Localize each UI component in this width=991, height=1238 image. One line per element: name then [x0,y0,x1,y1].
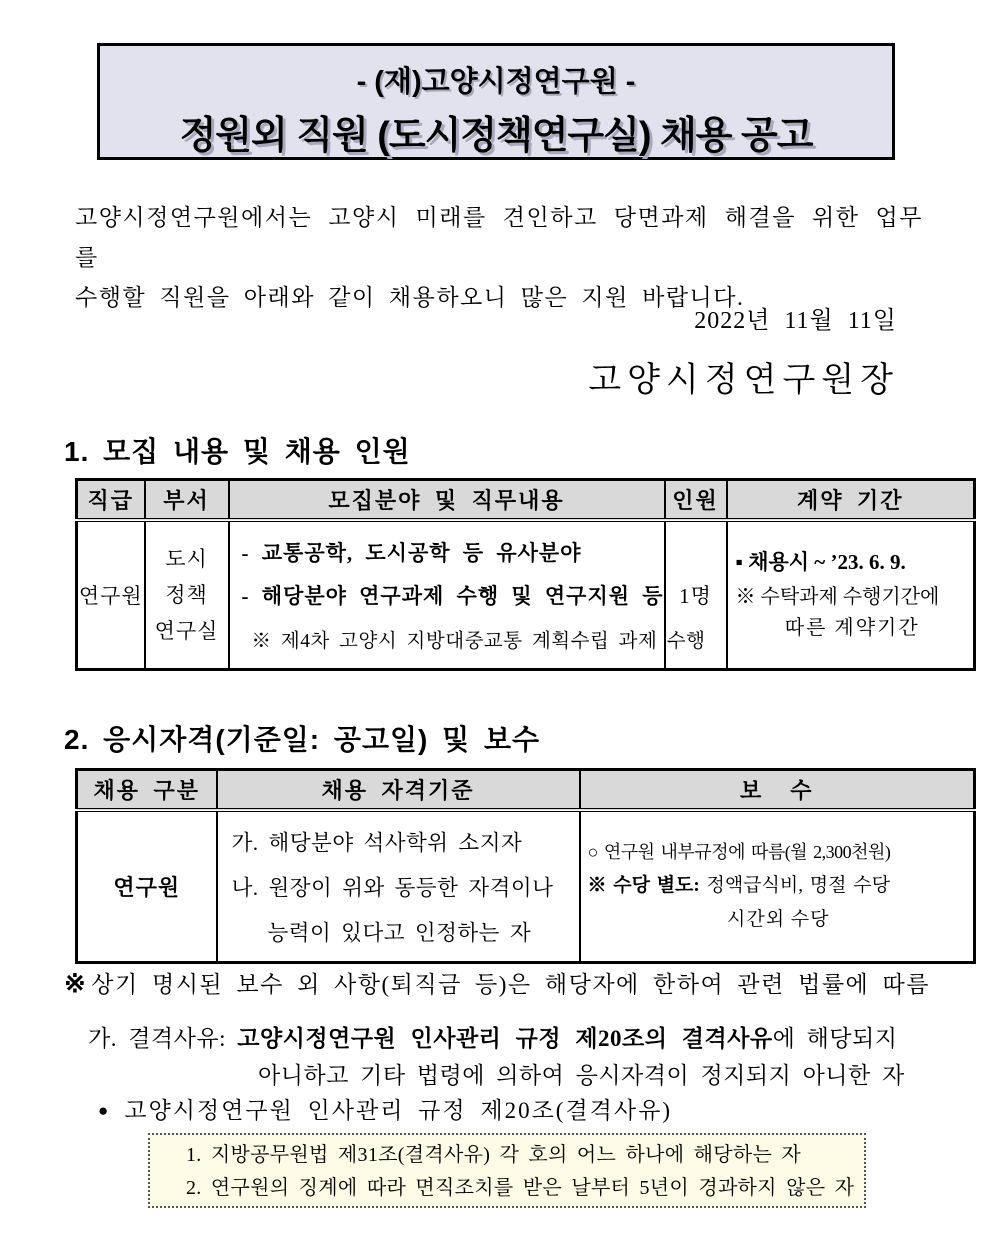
dept-line: 정책 [165,582,208,607]
col-header-dept: 부서 [145,480,229,520]
col-header-rank: 직급 [77,480,145,520]
pay-line: 시간외 수당 [726,909,830,930]
disqual-regulation-bold: 고양시정연구원 인사관리 규정 제20조의 결격사유 [237,1026,773,1051]
disqualification-line [88,1020,958,1057]
cell-count: 1명 [665,520,727,670]
cell-contract-period [727,520,975,670]
box-item: 1. 지방공무원법 제31조(결격사유) 각 호의 어느 하나에 해당하는 자 [186,1144,802,1166]
criteria-line: 능력이 있다고 인정하는 자 [267,920,532,945]
recruitment-table-header-row [77,480,975,520]
duty-note-line: ※ 제4차 고양시 지방대중교통 계획수립 과제 수행 [251,631,706,653]
col-header-pay: 보 수 [580,770,975,810]
intro-line: 고양시정연구원에서는 고양시 미래를 견인하고 당면과제 해결을 위한 업무를 [75,205,923,270]
disqual-suffix: 에 해당되지 [772,1026,898,1051]
disqualification-highlight-box [148,1133,866,1208]
disqualification-clause [88,1020,958,1094]
regulation-bullet-text: 고양시정연구원 인사관리 규정 제20조(결격사유) [124,1098,672,1123]
bullet-icon: ● [98,1101,111,1120]
reference-mark-icon: ※ [64,969,88,998]
note-remuneration [64,966,930,999]
duty-line: - 해당분야 연구과제 수행 및 연구지원 등 [241,584,664,609]
section1-heading: 1. 모집 내용 및 채용 인원 [64,436,411,467]
pay-line [588,869,970,903]
contract-line: 따른 계약기간 [784,616,920,639]
box-item: 2. 연구원의 징계에 따라 면직조치를 받은 날부터 5년이 경과하지 않은 자 [186,1177,855,1199]
cell-rank: 연구원 [77,520,145,670]
signature-president: 고양시정연구원장 [588,362,899,399]
announcement-title: 정원외 직원 (도시정책연구실) 채용 공고 [179,115,813,157]
cell-criteria [217,810,580,963]
org-name-title: - (재)고양시정연구원 - [356,66,636,98]
intro-line: 수행할 직원을 아래와 같이 채용하오니 많은 지원 바랍니다. [75,285,745,310]
duty-line: - 교통공학, 도시공학 등 유사분야 [241,541,582,566]
qualification-table [75,768,976,964]
col-header-duties: 모집분야 및 직무내용 [229,480,665,520]
recruitment-table-row [77,520,975,670]
contract-line: ※ 수탁과제 수행기간에 [735,585,940,608]
dept-line: 도시 [165,546,208,571]
col-header-criteria: 채용 자격기준 [217,770,580,810]
col-header-contract: 계약 기간 [727,480,975,520]
dept-line: 연구실 [154,618,219,643]
contract-line: ▪ 채용시 ~ ’23. 6. 9. [735,549,906,574]
qualification-table-header-row [77,770,975,810]
qualification-table-row [77,810,975,963]
regulation-bullet-line [98,1092,672,1125]
col-header-category: 채용 구분 [77,770,217,810]
recruitment-table [75,478,976,671]
cell-dept [145,520,229,670]
disqualification-line: 아니하고 기타 법령에 의하여 응시자격이 정지되지 아니한 자 [258,1063,905,1088]
section2-heading: 2. 응시자격(기준일: 공고일) 및 보수 [64,724,541,755]
col-header-count: 인원 [665,480,727,520]
announcement-date: 2022년 11월 11일 [694,308,897,334]
title-box [97,43,895,160]
pay-allowance-label: ※ 수당 별도: [587,875,700,896]
cell-category: 연구원 [77,810,217,963]
pay-allowance-text: 정액급식비, 명절 수당 [699,875,890,896]
pay-line: ○ 연구원 내부규정에 따름(월 2,300천원) [587,842,891,862]
criteria-line: 가. 해당분야 석사학위 소지자 [231,830,523,855]
criteria-line: 나. 원장이 위와 동등한 자격이나 [231,875,554,900]
note-remuneration-text: 상기 명시된 보수 외 사항(퇴직금 등)은 해당자에 한하여 관련 법률에 따름 [91,972,930,997]
disqual-prefix: 가. 결격사유: [88,1026,238,1051]
cell-pay [580,810,975,963]
